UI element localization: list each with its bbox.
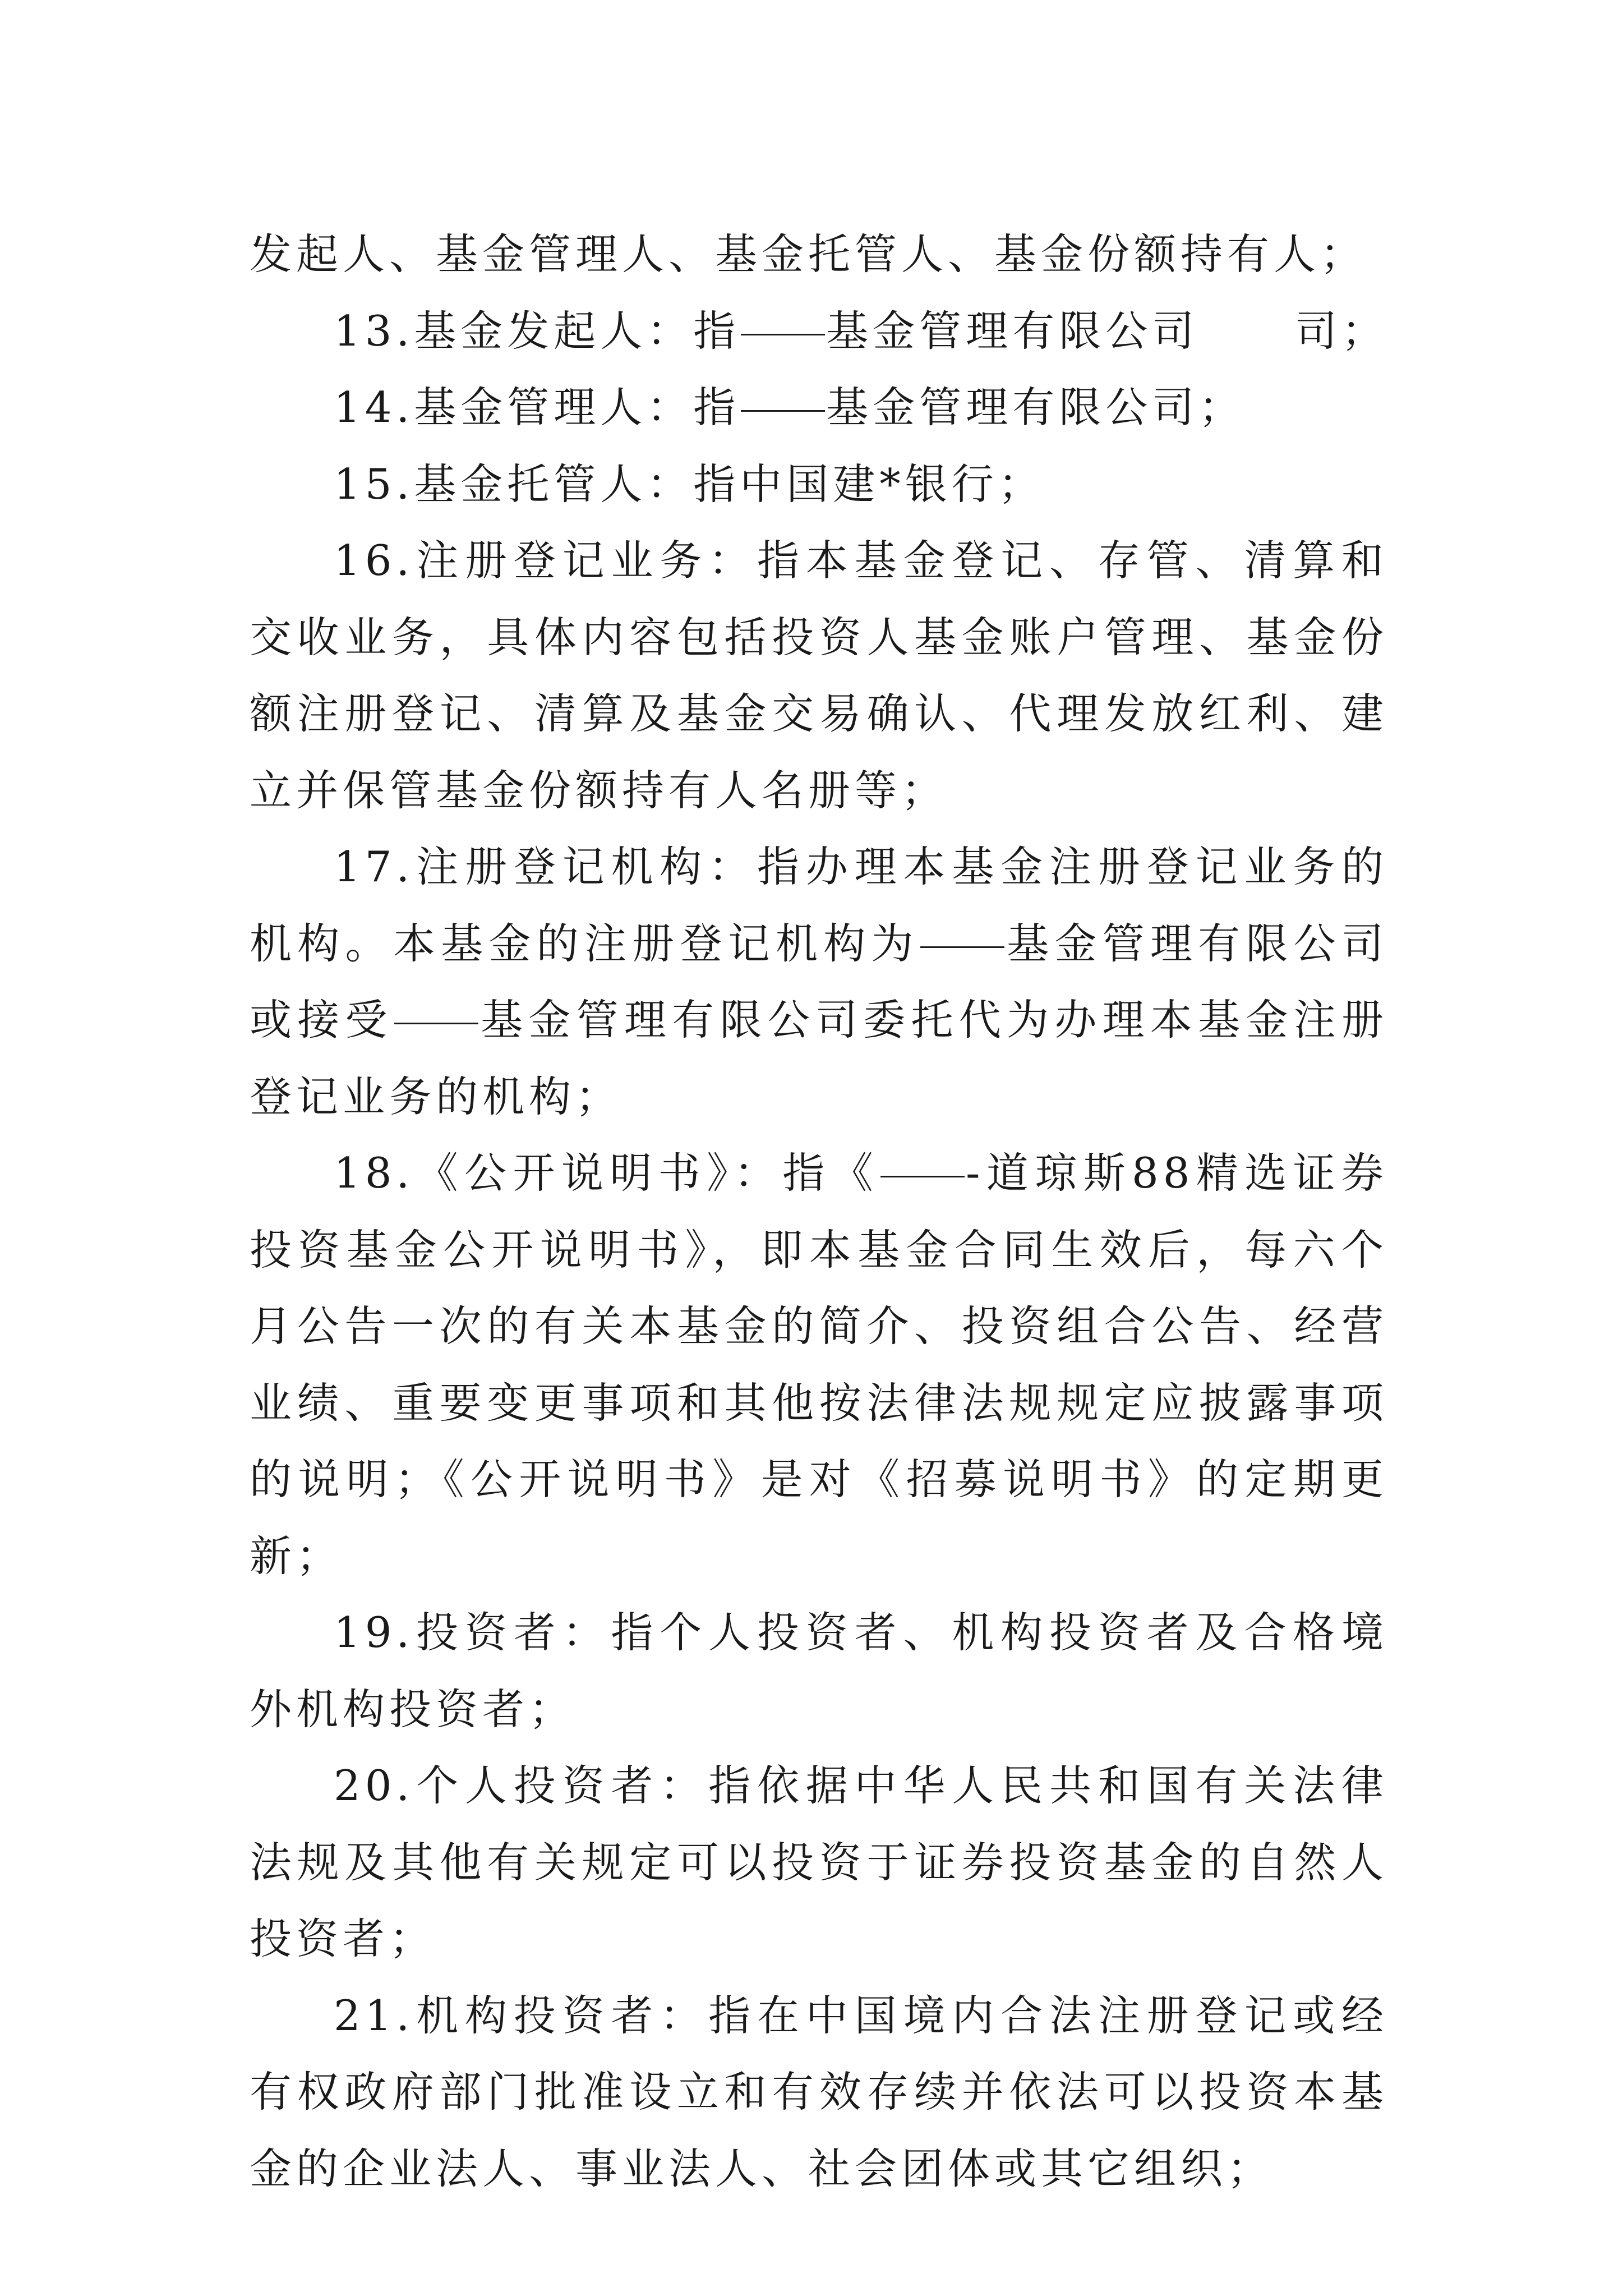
- paragraph-21-institutional-investors: [250, 1977, 1388, 2207]
- paragraph-19-investors: [250, 1594, 1388, 1747]
- paragraph-text: 17.注册登记机构：指办理本基金注册登记业务的机构。本基金的注册登记机构为: [250, 842, 1388, 968]
- document-body: [250, 216, 1388, 2207]
- paragraph-text: 18.《公开说明书》：指《: [334, 1148, 880, 1198]
- fill-in-blank: [920, 946, 1004, 948]
- paragraph-text: 13.基金发起人：指: [334, 306, 740, 356]
- paragraph-text: 15.基金托管人：指中国建*银行；: [334, 459, 1045, 509]
- fill-in-blank: [741, 333, 825, 335]
- paragraph-text: 发起人、基金管理人、基金托管人、基金份额持有人；: [250, 229, 1367, 279]
- paragraph-14-fund-manager: [250, 369, 1388, 446]
- paragraph-13-fund-sponsor: [250, 293, 1388, 370]
- paragraph-text: 基金管理有限公司；: [826, 383, 1246, 432]
- paragraph-18-public-prospectus: [250, 1135, 1388, 1594]
- paragraph-20-individual-investors: [250, 1747, 1388, 1977]
- paragraph-17-registration-agency: [250, 829, 1388, 1135]
- paragraph-text: 基金管理有限公司或接受: [250, 918, 1388, 1045]
- paragraph-12-continued: [250, 216, 1388, 293]
- paragraph-15-fund-custodian: [250, 446, 1388, 523]
- paragraph-text: 19.投资者：指个人投资者、机构投资者及合格境外机构投资者；: [250, 1608, 1388, 1734]
- paragraph-text-end: 司；: [1294, 306, 1388, 356]
- paragraph-text: -道琼斯88精选证券投资基金公开说明书》，即本基金合同生效后，每六个月公告一次的有关本基金的简介、投资组合公告、经营业绩、重要变更事项和其他按法律法规规定应披露事项的说明；《公开说明书》是对《招募说明书》的定期更新；: [250, 1148, 1389, 1581]
- paragraph-text: 基金管理有限公司委托代为办理本基金注册登记业务的机构；: [250, 995, 1388, 1121]
- paragraph-text: 20.个人投资者：指依据中华人民共和国有关法律法规及其他有关规定可以投资于证券投资基金的自然人投资者；: [250, 1761, 1388, 1963]
- paragraph-text: 14.基金管理人：指: [334, 383, 740, 432]
- paragraph-16-registration-business: [250, 522, 1388, 829]
- paragraph-text: 21.机构投资者：指在中国境内合法注册登记或经有权政府部门批准设立和有效存续并依法可以投资本基金的企业法人、事业法人、社会团体或其它组织；: [250, 1990, 1388, 2193]
- paragraph-text: 16.注册登记业务：指本基金登记、存管、清算和交收业务，具体内容包括投资人基金账户管理、基金份额注册登记、清算及基金交易确认、代理发放红利、建立并保管基金份额持有人名册等；: [250, 536, 1388, 815]
- fill-in-blank: [880, 1175, 965, 1177]
- fill-in-blank: [741, 409, 825, 412]
- fill-in-blank: [394, 1022, 478, 1024]
- paragraph-text: 基金管理有限公司: [826, 306, 1199, 356]
